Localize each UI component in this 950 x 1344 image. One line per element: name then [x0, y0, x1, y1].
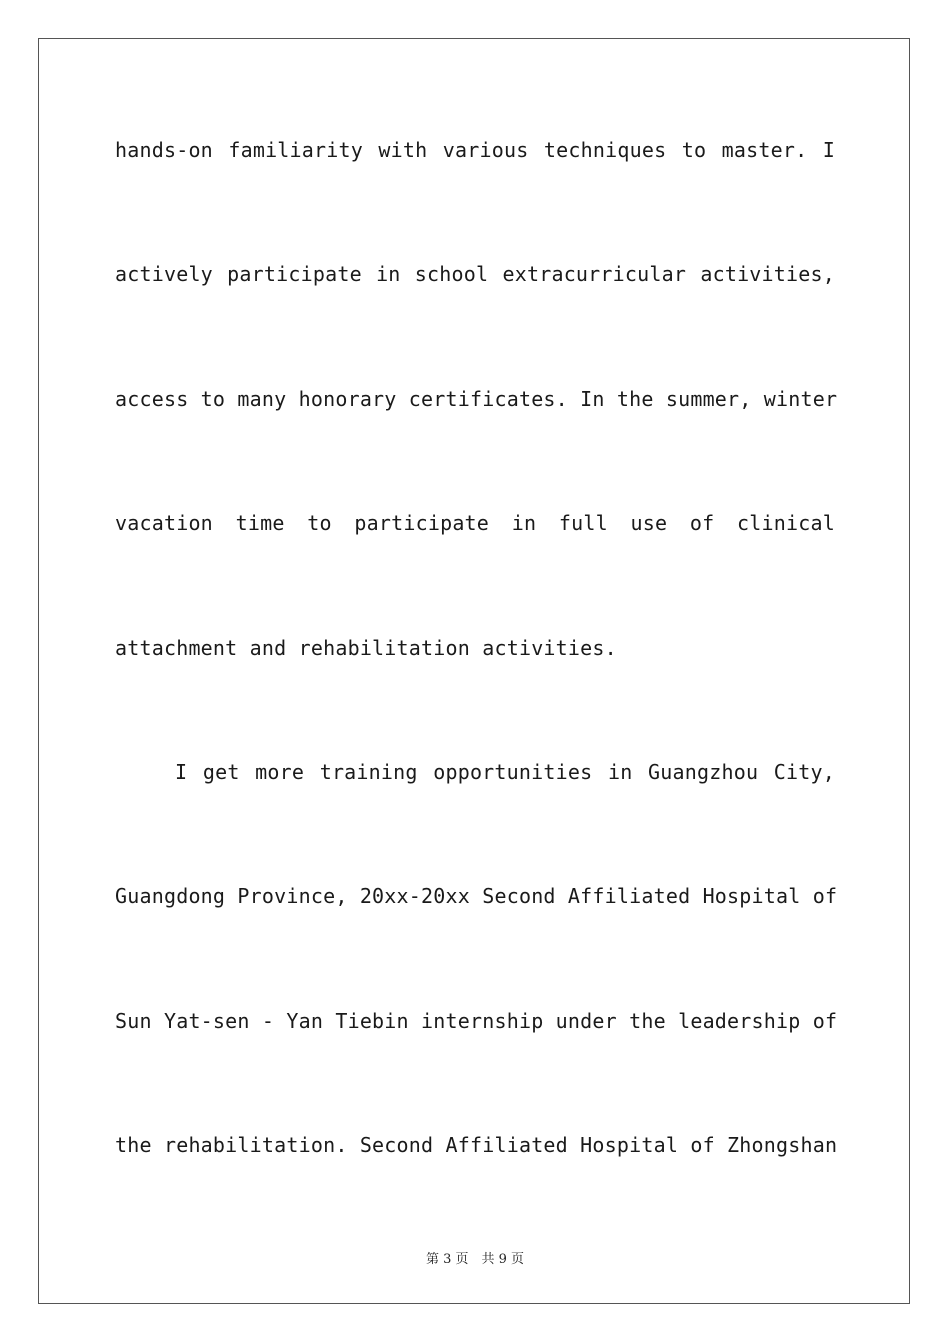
page-border — [38, 38, 910, 1304]
text-line-paragraph-end: attachment and rehabilitation activities. — [115, 636, 617, 660]
text-line: hands-on familiarity with various techniques to master. I — [115, 138, 835, 162]
text-line: Sun Yat-sen - Yan Tiebin internship under the leadership of — [115, 1009, 838, 1033]
text-line: the rehabilitation. Second Affiliated Hospital of Zhongshan — [115, 1133, 838, 1157]
text-line: Guangdong Province, 20xx-20xx Second Affiliated Hospital of — [115, 884, 838, 908]
text-line-paragraph-start: I get more training opportunities in Guangzhou City, — [175, 760, 835, 784]
text-line: access to many honorary certificates. In the summer, winter — [115, 387, 838, 411]
text-line: actively participate in school extracurricular activities, — [115, 262, 835, 286]
text-line: vacation time to participate in full use of clinical — [115, 511, 835, 535]
page-number-footer: 第 3 页 共 9 页 — [425, 1252, 525, 1267]
